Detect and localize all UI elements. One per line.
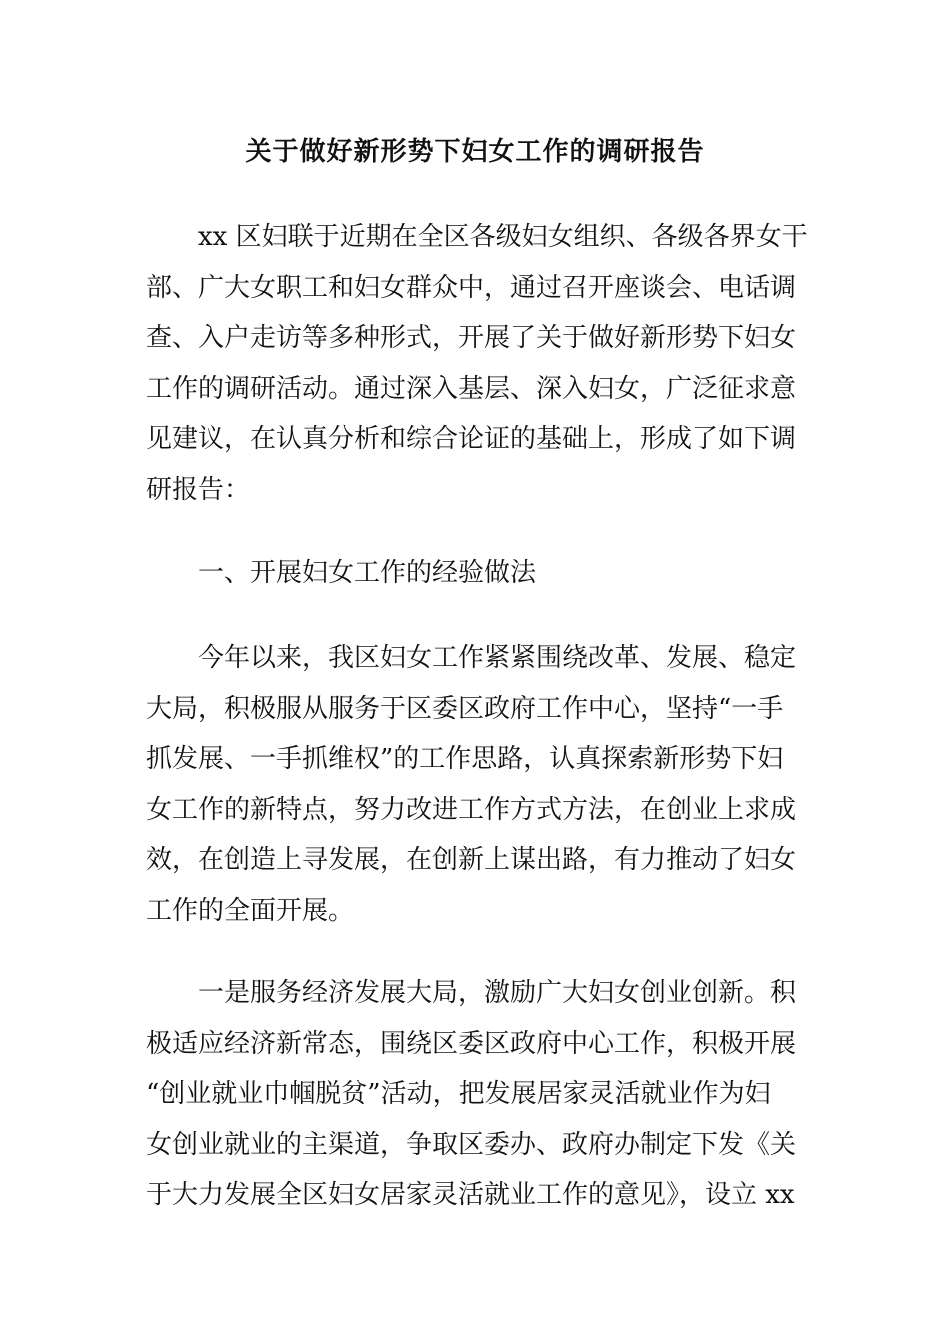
text-line: 大局，积极服从服务于区委区政府工作中心，坚持“一手 [146, 693, 784, 724]
text-line: 查、入户走访等多种形式，开展了关于做好新形势下妇女 [146, 323, 797, 353]
intro-paragraph [146, 212, 808, 515]
text-line: 抓发展、一手抓维权”的工作思路，认真探索新形势下妇 [146, 744, 784, 774]
text-line: 部、广大女职工和妇女群众中，通过召开座谈会、电话调 [146, 272, 797, 303]
text-line: 工作的全面开展。 [146, 895, 355, 926]
paragraph [146, 968, 796, 1221]
text-line: “创业就业巾帼脱贫”活动，把发展居家灵活就业作为妇 [146, 1079, 771, 1109]
document-title: 关于做好新形势下妇女工作的调研报告 [245, 137, 705, 167]
text-line: 研报告： [146, 474, 251, 505]
text-line: 女创业就业的主渠道，争取区委办、政府办制定下发《关 [146, 1129, 797, 1160]
section-heading: 一、开展妇女工作的经验做法 [198, 558, 537, 588]
point-1-paragraph [146, 968, 796, 1221]
text-line: 工作的调研活动。通过深入基层、深入妇女，广泛征求意 [146, 373, 797, 404]
section-1-paragraph [146, 633, 796, 936]
text-line: 见建议，在认真分析和综合论证的基础上，形成了如下调 [146, 424, 797, 454]
text-line: 一是服务经济发展大局，激励广大妇女创业创新。积 [198, 978, 797, 1008]
paragraph [146, 212, 808, 515]
text-line: 效，在创造上寻发展，在创新上谋出路，有力推动了妇女 [146, 845, 797, 875]
text-line: 于大力发展全区妇女居家灵活就业工作的意见》，设立 xx [146, 1180, 795, 1210]
text-line: xx 区妇联于近期在全区各级妇女组织、各级各界女干 [198, 222, 808, 252]
paragraph [146, 633, 796, 936]
text-line: 今年以来，我区妇女工作紧紧围绕改革、发展、稳定 [198, 643, 797, 673]
text-line: 极适应经济新常态，围绕区委区政府中心工作，积极开展 [146, 1028, 797, 1059]
text-line: 女工作的新特点，努力改进工作方式方法，在创业上求成 [146, 794, 797, 825]
